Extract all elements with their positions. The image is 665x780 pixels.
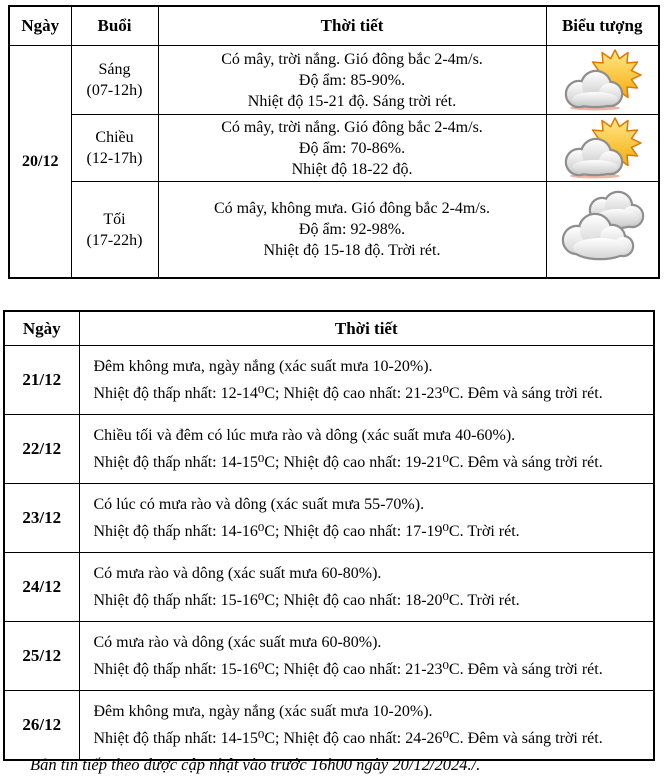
detail-row-evening — [9, 182, 659, 279]
forecast-date: 25/12 — [4, 622, 79, 691]
forecast-line: Nhiệt độ thấp nhất: 14-16⁰C; Nhiệt độ cao nhất: 17-19⁰C. Trời rét. — [93, 523, 520, 540]
icon-cell-afternoon — [546, 115, 659, 182]
weather-morning — [158, 46, 546, 115]
forecast-date: 22/12 — [4, 415, 79, 484]
forecast-date: 24/12 — [4, 553, 79, 622]
daily-forecast-table — [3, 310, 655, 761]
forecast-row — [4, 553, 654, 622]
forecast-row — [4, 415, 654, 484]
weather-line: Có mây, trời nắng. Gió đông bắc 2-4m/s. — [221, 50, 483, 68]
forecast-weather — [79, 484, 654, 553]
header-bieu-tuong: Biểu tượng — [546, 6, 659, 46]
header-thoi-tiet: Thời tiết — [79, 311, 654, 346]
clouds-icon — [552, 188, 652, 272]
header-buoi: Buổi — [71, 6, 158, 46]
update-note: Bản tin tiếp theo được cập nhật vào trước 16h00 ngày 20/12/2024./. — [30, 755, 481, 774]
session-time: (17-22h) — [86, 231, 143, 249]
forecast-header-row — [4, 311, 654, 346]
header-thoi-tiet: Thời tiết — [158, 6, 546, 46]
forecast-line: Đêm không mưa, ngày nắng (xác suất mưa 10-20%). — [93, 358, 433, 375]
weather-line: Độ ẩm: 85-90%. — [298, 71, 406, 89]
forecast-line: Nhiệt độ thấp nhất: 14-15⁰C; Nhiệt độ cao nhất: 24-26⁰C. Đêm và sáng trời rét. — [93, 730, 603, 747]
icon-cell-morning — [546, 46, 659, 115]
weather-line: Nhiệt độ 15-18 độ. Trời rét. — [263, 242, 441, 259]
forecast-weather — [79, 691, 654, 761]
forecast-row — [4, 622, 654, 691]
session-label: Sáng — [98, 61, 131, 78]
session-evening — [71, 182, 158, 279]
sun-behind-cloud-icon — [555, 49, 650, 111]
weather-afternoon — [158, 115, 546, 182]
forecast-line: Có mưa rào và dông (xác suất mưa 60-80%). — [93, 565, 382, 582]
weather-line: Nhiệt độ 18-22 độ. — [291, 160, 413, 178]
weather-line: Nhiệt độ 15-21 độ. Sáng trời rét. — [247, 92, 457, 110]
weather-line: Có mây, trời nắng. Gió đông bắc 2-4m/s. — [221, 118, 483, 136]
forecast-row — [4, 691, 654, 761]
weather-line: Có mây, không mưa. Gió đông bắc 2-4m/s. — [213, 200, 491, 217]
detail-row-morning — [9, 46, 659, 115]
detail-row-afternoon — [9, 115, 659, 182]
forecast-line: Có lúc có mưa rào và dông (xác suất mưa 55-70%). — [93, 496, 425, 513]
forecast-weather — [79, 553, 654, 622]
forecast-line: Nhiệt độ thấp nhất: 15-16⁰C; Nhiệt độ cao nhất: 21-23⁰C. Đêm và sáng trời rét. — [93, 661, 603, 678]
session-morning — [71, 46, 158, 115]
forecast-line: Có mưa rào và dông (xác suất mưa 60-80%). — [93, 634, 382, 651]
forecast-line: Chiều tối và đêm có lúc mưa rào và dông (xác suất mưa 40-60%). — [93, 427, 516, 444]
forecast-weather — [79, 622, 654, 691]
session-label: Chiều — [95, 129, 134, 146]
weather-line: Độ ẩm: 70-86%. — [298, 139, 406, 157]
detail-header-row — [9, 6, 659, 46]
forecast-line: Nhiệt độ thấp nhất: 15-16⁰C; Nhiệt độ cao nhất: 18-20⁰C. Trời rét. — [93, 592, 520, 609]
weather-line: Độ ẩm: 92-98%. — [298, 221, 406, 238]
forecast-line: Nhiệt độ thấp nhất: 14-15⁰C; Nhiệt độ cao nhất: 19-21⁰C. Đêm và sáng trời rét. — [93, 454, 603, 471]
session-label: Tối — [103, 210, 126, 228]
forecast-row — [4, 484, 654, 553]
forecast-date: 21/12 — [4, 346, 79, 415]
detail-forecast-table — [8, 5, 660, 279]
header-ngay: Ngày — [4, 311, 79, 346]
header-ngay: Ngày — [9, 6, 71, 46]
detail-date: 20/12 — [9, 46, 71, 279]
forecast-weather — [79, 415, 654, 484]
forecast-line: Nhiệt độ thấp nhất: 12-14⁰C; Nhiệt độ cao nhất: 21-23⁰C. Đêm và sáng trời rét. — [93, 385, 603, 402]
forecast-weather — [79, 346, 654, 415]
session-afternoon — [71, 115, 158, 182]
weather-evening — [158, 182, 546, 279]
sun-behind-cloud-icon — [555, 117, 650, 179]
forecast-row — [4, 346, 654, 415]
forecast-line: Đêm không mưa, ngày nắng (xác suất mưa 10-20%). — [93, 703, 433, 720]
forecast-date: 26/12 — [4, 691, 79, 761]
icon-cell-evening — [546, 182, 659, 279]
forecast-date: 23/12 — [4, 484, 79, 553]
session-time: (12-17h) — [86, 150, 143, 167]
session-time: (07-12h) — [86, 82, 143, 99]
